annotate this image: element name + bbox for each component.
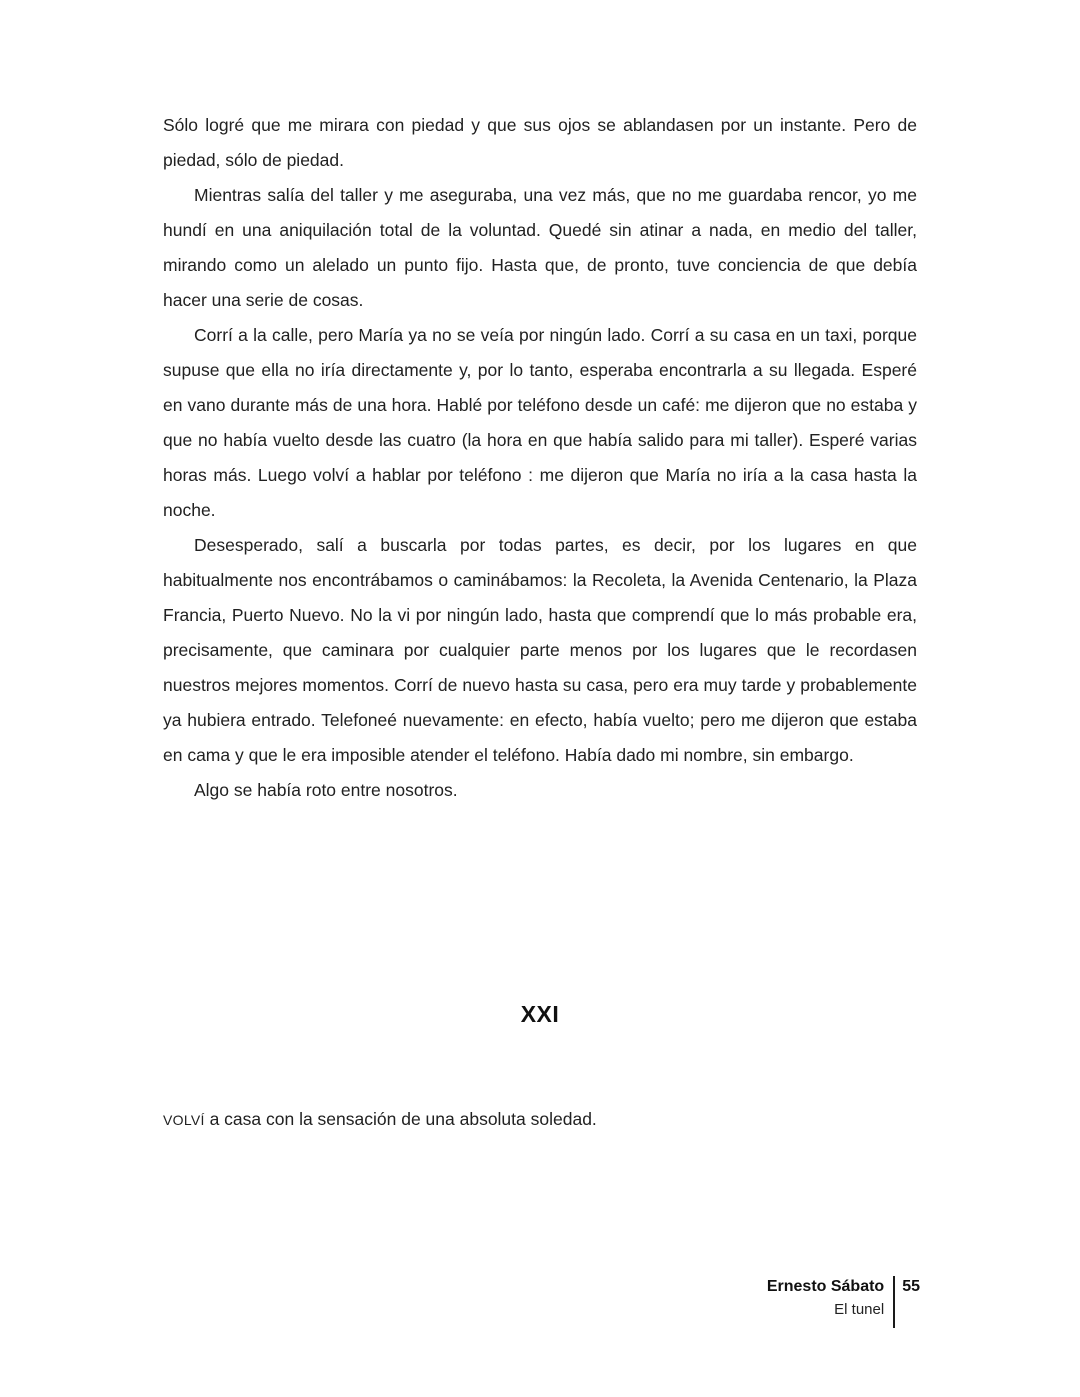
footer-text-block — [767, 1276, 893, 1321]
chapter-opening-lead-word: VOLVÍ — [163, 1112, 205, 1128]
footer-book-title: El tunel — [834, 1301, 885, 1318]
body-paragraph: Desesperado, salí a buscarla por todas partes, es decir, por los lugares en que habitualmente nos encontrábamos o caminábamos: la Recoleta, la Avenida Centenario, la Plaza Francia, Puerto Nuevo. No la vi por ningún lado, hasta que comprendí que lo más probable era, precisamente, que caminara por cualquier parte menos por los lugares que le recordasen nuestros mejores momentos. Corrí de nuevo hasta su casa, pero era muy tarde y probablemente ya hubiera entrado. Telefoneé nuevamente: en efecto, había vuelto; pero me dijeron que estaba en cama y que le era imposible atender el teléfono. Había dado mi nombre, sin embargo. — [163, 535, 917, 765]
body-paragraph: Mientras salía del taller y me aseguraba, una vez más, que no me guardaba rencor, yo me hundí en una aniquilación total de la voluntad. Quedé sin atinar a nada, en medio del taller, mirando como un alelado un punto fijo. Hasta que, de pronto, tuve conciencia de que debía hacer una serie de cosas. — [163, 185, 917, 310]
body-paragraph: Corrí a la calle, pero María ya no se veía por ningún lado. Corrí a su casa en un taxi, porque supuse que ella no iría directamente y, por lo tanto, esperaba encontrarla a su llegada. Esperé en vano durante más de una hora. Hablé por teléfono desde un café: me dijeron que no estaba y que no había vuelto desde las cuatro (la hora en que había salido para mi taller). Esperé varias horas más. Luego volví a hablar por teléfono : me dijeron que María no iría a la casa hasta la noche. — [163, 325, 917, 520]
page-footer — [767, 1276, 920, 1328]
chapter-heading: XXI — [520, 1001, 560, 1027]
chapter-opening-paragraph — [163, 1102, 917, 1138]
body-paragraph: Sólo logré que me mirara con piedad y que sus ojos se ablandasen por un instante. Pero de piedad, sólo de piedad. — [163, 115, 917, 170]
chapter-opening-text: a casa con la sensación de una absoluta soledad. — [204, 1109, 597, 1129]
body-paragraph: Algo se había roto entre nosotros. — [194, 780, 458, 800]
footer-author: Ernesto Sábato — [766, 1278, 885, 1295]
page-number: 55 — [902, 1278, 920, 1295]
